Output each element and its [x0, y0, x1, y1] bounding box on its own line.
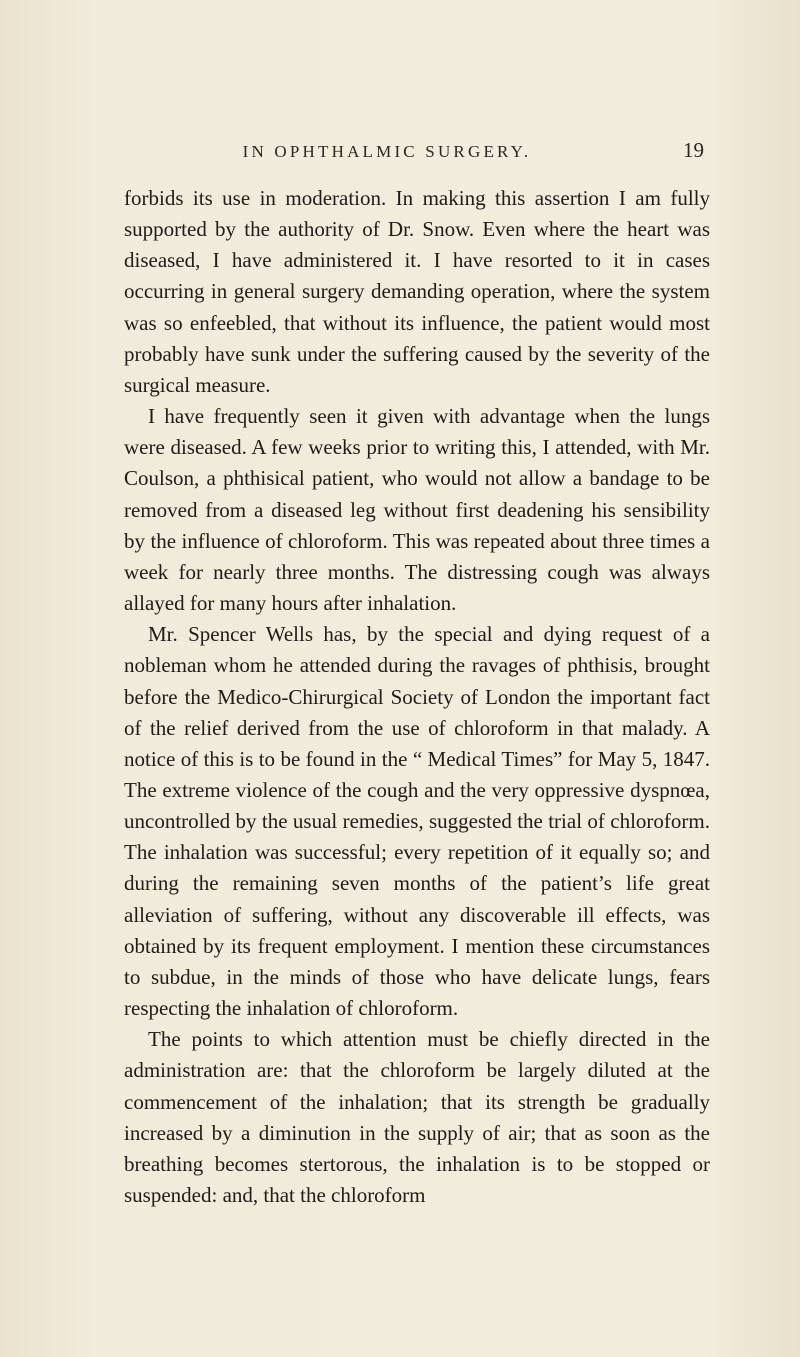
paragraph-1: forbids its use in moderation. In making this assertion I am fully supported by the authority of Dr. Snow. Even where the heart was diseased, I have administered it. I have resorted to it in cases occurring in general surgery demanding operation, where the system was so enfeebled, that without its influence, the patient would most probably have sunk under the suffering caused by the severity of the surgical measure.	[124, 186, 710, 397]
page-header	[122, 138, 712, 172]
paragraph-2: I have frequently seen it given with advantage when the lungs were diseased. A few weeks prior to writing this, I attended, with Mr. Coulson, a phthisical patient, who would not allow a bandage to be removed from a diseased leg without first deadening his sensibility by the influence of chloroform. This was repeated about three times a week for nearly three months. The distressing cough was always allayed for many hours after inhalation.	[124, 404, 710, 616]
running-title: IN OPHTHALMIC SURGERY.	[242, 142, 532, 161]
page-number: 19	[683, 138, 704, 162]
paragraph-3: Mr. Spencer Wells has, by the special and dying request of a nobleman whom he attended during the ravages of phthisis, brought before the Medico-Chirurgical Society of London the important fact of the relief derived from the use of chloroform in that malady. A notice of this is to be found in the “ Medical Times” for May 5, 1847. The extreme violence of the cough and the very oppressive dyspnœa, uncontrolled by the usual remedies, suggested the trial of chloroform. The inhalation was successful; every repetition of it equally so; and during the remaining seven months of the patient’s life great alleviation of suffering, without any discoverable ill effects, was obtained by its frequent employment. I mention these circumstances to subdue, in the minds of those who have delicate lungs, fears respecting the inhalation of chloroform.	[124, 622, 710, 1021]
body-text	[124, 183, 710, 1211]
paragraph-4: The points to which attention must be chiefly directed in the administration are: that the chloroform be largely diluted at the commencement of the inhalation; that its strength be gradually increased by a diminution in the supply of air; that as soon as the breathing becomes stertorous, the inhalation is to be stopped or suspended: and, that the chloroform	[124, 1027, 710, 1207]
